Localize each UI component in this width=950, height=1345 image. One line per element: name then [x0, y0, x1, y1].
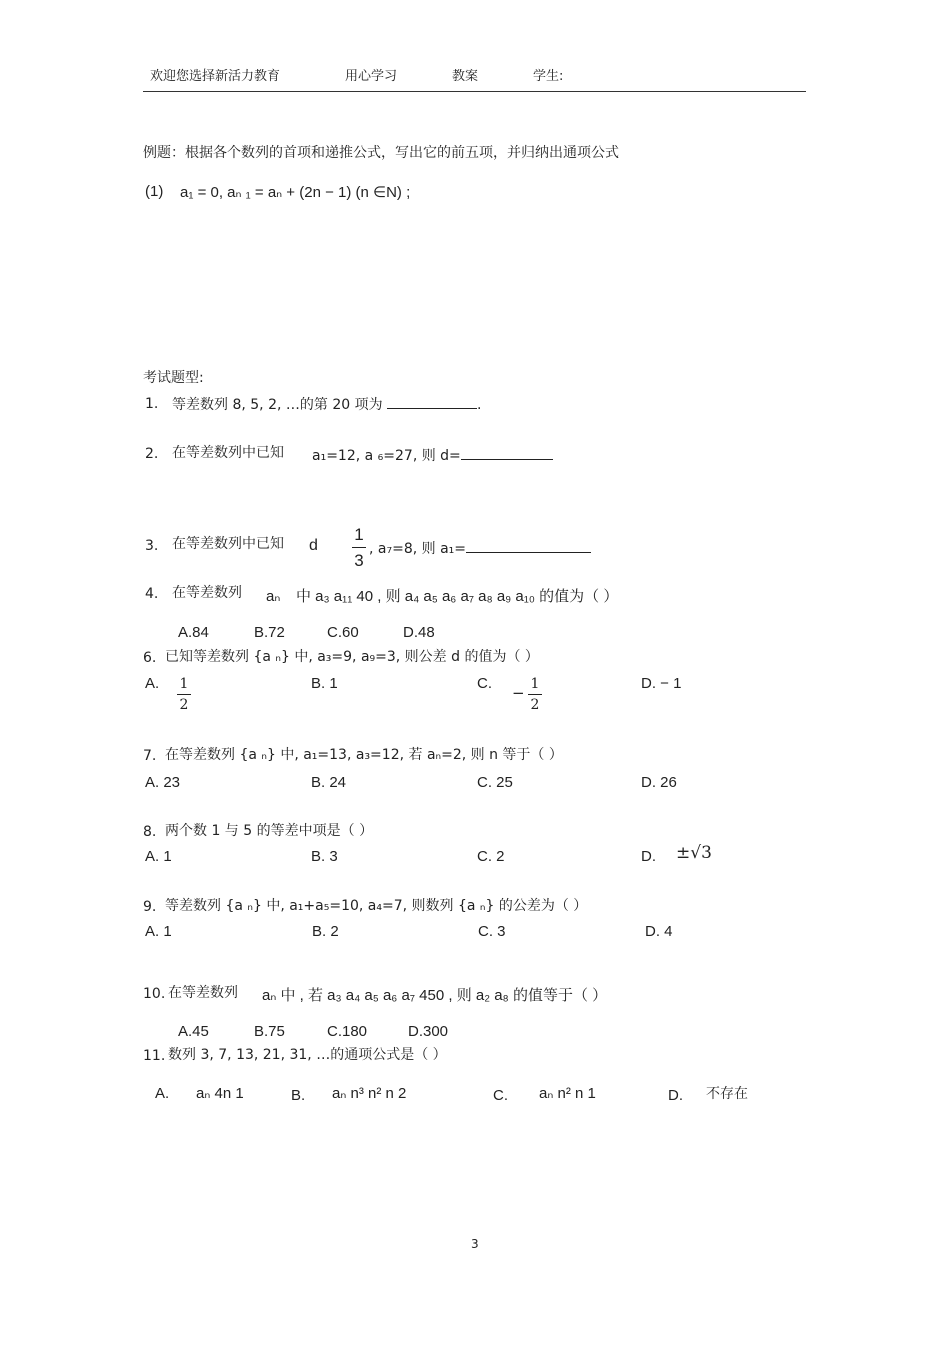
page-number: 3	[471, 1237, 479, 1251]
q2-answer-blank[interactable]	[461, 447, 553, 460]
q11-option-a-label[interactable]: A.	[155, 1085, 170, 1102]
q2-condition	[312, 447, 553, 463]
q6-option-c-label[interactable]: C.	[477, 675, 492, 692]
q6-option-a-bar	[177, 694, 191, 695]
q6-option-b[interactable]: B. 1	[311, 675, 338, 692]
q1-tail: .	[477, 397, 482, 413]
section-title: 考试题型:	[143, 370, 204, 386]
q3-var: d	[309, 537, 318, 554]
q11-option-d: 不存在	[706, 1086, 748, 1102]
q9-number: 9.	[143, 899, 157, 915]
q9-option-a[interactable]: A. 1	[145, 923, 172, 940]
q10-expression: aₙ 中 , 若 a₃ a₄ a₅ a₆ a₇ 450 , 则 a₂ a₈ 的值等于（ ）	[262, 987, 608, 1004]
q11-text: 数列 3, 7, 13, 21, 31, …的通项公式是（ ）	[168, 1047, 447, 1063]
q4-text: 在等差数列	[172, 585, 242, 601]
q7-number: 7.	[143, 748, 157, 764]
header-slogan: 用心学习	[345, 69, 398, 84]
q4-sequence: aₙ	[266, 588, 281, 605]
q3-frac-bar	[352, 547, 366, 548]
q1-answer-blank[interactable]	[387, 396, 477, 409]
q3-answer-blank[interactable]	[466, 540, 591, 553]
q10-option-c[interactable]: C.180	[327, 1023, 368, 1040]
q7-text: 在等差数列 {a ₙ} 中, a₁=13, a₃=12, 若 aₙ=2, 则 n 等于（ ）	[165, 747, 563, 763]
q8-number: 8.	[143, 824, 157, 840]
q6-option-a-numerator: 1	[179, 676, 189, 692]
q8-option-d[interactable]: D.	[641, 848, 656, 865]
q10-text: 在等差数列	[168, 985, 238, 1001]
q7-option-b[interactable]: B. 24	[311, 774, 347, 791]
q3-cond-text: , a₇=8, 则 a₁=	[369, 541, 467, 557]
q6-option-d[interactable]: D. − 1	[641, 675, 682, 692]
q10-option-a[interactable]: A.45	[178, 1023, 209, 1040]
q1-text	[172, 396, 482, 412]
q6-option-c-bar	[528, 694, 542, 695]
q9-option-c[interactable]: C. 3	[478, 923, 506, 940]
q11-option-d-label[interactable]: D.	[668, 1087, 683, 1104]
example-number: (1)	[145, 183, 164, 200]
q7-option-a[interactable]: A. 23	[145, 774, 181, 791]
q6-option-c-numerator: 1	[530, 676, 540, 692]
q7-option-d[interactable]: D. 26	[641, 774, 677, 791]
q4-option-b[interactable]: B.72	[254, 624, 285, 641]
q4-expression: 中 a₃ a₁₁ 40 , 则 a₄ a₅ a₆ a₇ a₈ a₉ a₁₀ 的值为（ ）	[296, 588, 619, 605]
q4-option-c[interactable]: C.60	[327, 624, 359, 641]
q3-frac-denominator: 3	[354, 551, 364, 570]
q11-option-b: aₙ n³ n² n 2	[332, 1085, 407, 1102]
example-title: 例题：根据各个数列的首项和递推公式，写出它的前五项，并归纳出通项公式	[143, 145, 619, 161]
q6-option-a-label[interactable]: A.	[145, 675, 160, 692]
q3-frac-numerator: 1	[354, 525, 364, 544]
header-student: 学生:	[533, 69, 564, 84]
q4-option-d[interactable]: D.48	[403, 624, 435, 641]
example-formula: a₁ = 0, aₙ ₁ = aₙ + (2n − 1) (n ∈N) ;	[180, 184, 411, 201]
q2-number: 2.	[145, 446, 159, 462]
q9-option-d[interactable]: D. 4	[645, 923, 673, 940]
q4-option-a[interactable]: A.84	[178, 624, 209, 641]
q8-option-d-value: ±√3	[676, 843, 712, 863]
q3-number: 3.	[145, 538, 159, 554]
q11-option-c-label[interactable]: C.	[493, 1087, 508, 1104]
q11-option-b-label[interactable]: B.	[291, 1087, 306, 1104]
header-school: 欢迎您选择新活力教育	[150, 69, 281, 84]
q8-option-b[interactable]: B. 3	[311, 848, 338, 865]
q10-option-b[interactable]: B.75	[254, 1023, 285, 1040]
q6-option-c-sign: −	[512, 684, 525, 702]
q1-question: 等差数列 8, 5, 2, …的第 20 项为	[172, 397, 383, 413]
q8-option-a[interactable]: A. 1	[145, 848, 172, 865]
q9-option-b[interactable]: B. 2	[312, 923, 339, 940]
q11-number: 11.	[143, 1048, 166, 1064]
q6-number: 6.	[143, 650, 157, 666]
q7-option-c[interactable]: C. 25	[477, 774, 513, 791]
header-divider	[143, 91, 806, 92]
q6-option-c-denominator: 2	[530, 697, 540, 713]
q6-text: 已知等差数列 {a ₙ} 中, a₃=9, a₉=3, 则公差 d 的值为（ ）	[165, 649, 539, 665]
header-doc-type: 教案	[452, 69, 479, 84]
q8-option-c[interactable]: C. 2	[477, 848, 505, 865]
q3-text: 在等差数列中已知	[172, 536, 284, 552]
q6-option-a-denominator: 2	[179, 697, 189, 713]
q11-option-a: aₙ 4n 1	[196, 1085, 244, 1102]
q2-text: 在等差数列中已知	[172, 445, 284, 461]
q8-text: 两个数 1 与 5 的等差中项是（ ）	[165, 823, 374, 839]
q10-option-d[interactable]: D.300	[408, 1023, 449, 1040]
q1-number: 1.	[145, 396, 159, 412]
q4-number: 4.	[145, 586, 159, 602]
q9-text: 等差数列 {a ₙ} 中, a₁+a₅=10, a₄=7, 则数列 {a ₙ} 的公差为（ ）	[165, 898, 588, 914]
q11-option-c: aₙ n² n 1	[539, 1085, 596, 1102]
q2-cond-text: a₁=12, a ₆=27, 则 d=	[312, 448, 461, 464]
q3-condition	[369, 540, 591, 556]
q10-number: 10.	[143, 986, 166, 1002]
